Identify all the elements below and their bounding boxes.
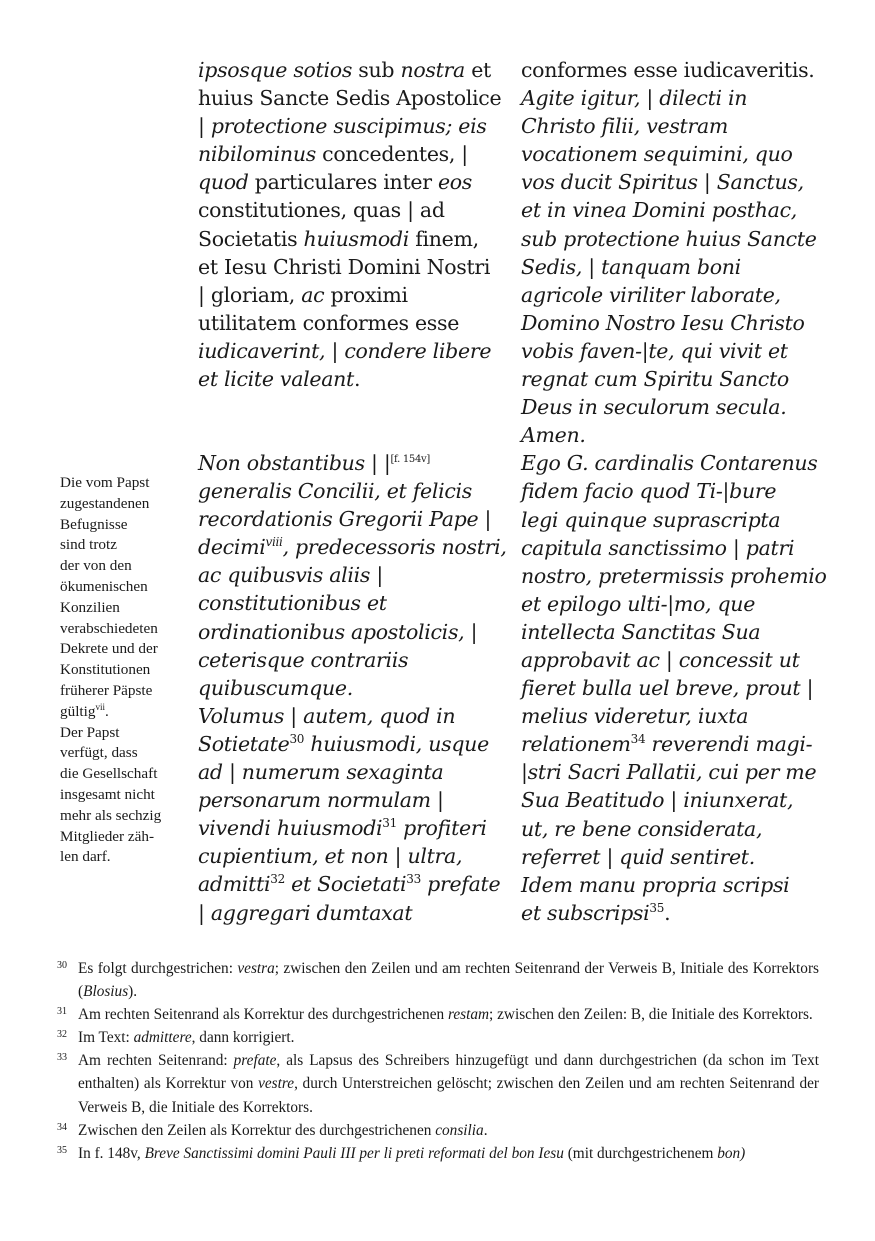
margin-note-line [60, 556, 161, 577]
text-segment: . [664, 900, 671, 925]
text-segment: ; zwischen den Zeilen und am rechten Seitenrand der Verweis B, Initiale des Korrektors ( [78, 960, 819, 1001]
text-segment: , durch Unterstreichen gelöscht; zwischen den Zeilen und am rechten Seitenrand der Verweis B, die Initiale des Korrektors. [78, 1075, 819, 1116]
text-segment: Konzilien [60, 598, 120, 616]
text-segment: ac quibusvis aliis [198, 563, 371, 588]
footnote-35 [57, 1142, 819, 1165]
text-segment: personarum normulam [198, 788, 431, 813]
text-line [198, 505, 507, 533]
text-segment: | [722, 479, 730, 504]
text-segment: | [464, 619, 478, 644]
text-segment: Es folgt durchgestrichen: [78, 960, 238, 977]
text-segment: gültig [60, 702, 96, 720]
text-line [198, 899, 507, 927]
text-line [521, 225, 827, 253]
text-segment: | [667, 591, 674, 616]
text-line [521, 871, 827, 899]
text-segment: ultra, [407, 844, 463, 869]
text-segment: sind trotz [60, 536, 117, 554]
margin-note-line [60, 743, 161, 764]
text-segment: bon) [717, 1144, 746, 1162]
text-segment: prefate [233, 1052, 277, 1070]
text-segment: Christo filii, vestram [521, 114, 729, 139]
text-segment: ordinationibus apostolicis, [198, 619, 465, 644]
text-line [521, 337, 827, 365]
text-segment: verfügt, dass [60, 744, 138, 762]
margin-note-line [60, 806, 161, 827]
text-line [198, 365, 501, 393]
footnote-number: 32 [57, 1029, 67, 1041]
text-segment: | [325, 338, 345, 363]
text-segment: | [659, 647, 679, 672]
margin-note-line [60, 619, 161, 640]
margin-note-line [60, 598, 161, 619]
text-segment: iniunxerat, [683, 788, 794, 813]
text-segment: legi quinque suprascripta [521, 507, 781, 532]
latin-text-left-block-2 [198, 449, 507, 927]
text-segment: len darf. [60, 848, 111, 866]
text-segment: | gloriam, [198, 282, 302, 307]
text-segment: Ego G. cardinalis Contarenus [521, 451, 818, 476]
footnote-number: 31 [57, 1006, 67, 1018]
text-segment: fidem facio quod Ti- [521, 479, 723, 504]
text-line [521, 702, 827, 730]
text-segment: | | [364, 451, 391, 475]
latin-text-left-block-1 [198, 56, 501, 393]
text-line [521, 899, 827, 927]
footnote-number: 30 [57, 960, 67, 971]
text-line [521, 674, 827, 702]
text-line [521, 758, 827, 786]
text-segment: (mit durchgestrichenem [563, 1144, 718, 1162]
text-line [521, 56, 827, 84]
text-line [198, 646, 507, 674]
text-segment: approbavit ac [521, 647, 660, 672]
text-segment: Im Text: [78, 1029, 134, 1047]
text-segment: Zwischen den Zeilen als Korrektur des durchgestrichenen [78, 1121, 436, 1139]
text-line [521, 534, 827, 562]
margin-note-line [60, 785, 161, 806]
text-segment: Blosius [83, 983, 129, 1001]
text-segment: | [388, 844, 408, 869]
text-line [198, 786, 507, 814]
text-line [198, 84, 501, 112]
text-segment: mehr als sechzig [60, 806, 162, 824]
footnote-33 [57, 1049, 819, 1118]
text-segment: | [521, 760, 528, 785]
text-segment: | [198, 900, 211, 925]
text-segment: constitutiones, quas | ad [198, 198, 445, 223]
text-segment: utilitatem conformes esse [198, 310, 460, 335]
text-segment: die Gesellschaft [60, 765, 158, 783]
text-line [198, 870, 507, 898]
text-segment: vestre [258, 1075, 295, 1093]
footnote-number: 35 [57, 1144, 67, 1156]
text-segment: verabschiedeten [60, 619, 158, 637]
text-line [198, 337, 501, 365]
latin-text-right-column [521, 56, 827, 927]
text-line [521, 506, 827, 534]
text-segment: recordationis Gregorii Pape [198, 507, 479, 532]
text-line [198, 253, 501, 281]
text-line [521, 477, 827, 505]
text-segment: relationem [521, 732, 631, 757]
text-segment: nibilominus [198, 142, 316, 167]
text-line [198, 618, 507, 646]
text-segment: Sotietate [198, 731, 290, 756]
text-segment: zugestandenen [60, 494, 150, 512]
margin-note-line [60, 764, 161, 785]
margin-note-line [60, 702, 161, 723]
margin-note-line [60, 827, 161, 848]
text-segment: | [664, 788, 684, 813]
margin-note-line [60, 681, 161, 702]
text-line [198, 730, 507, 758]
text-line [198, 702, 507, 730]
text-segment: et in vinea Domini posthac, [521, 198, 797, 223]
text-segment: te, qui vivit et [648, 338, 788, 363]
text-line [198, 281, 501, 309]
text-segment: Idem manu propria scripsi [521, 872, 790, 897]
margin-note-line [60, 577, 161, 598]
text-line [521, 590, 827, 618]
text-segment: Amen. [521, 423, 586, 448]
text-line [521, 646, 827, 674]
margin-note-line [60, 473, 161, 494]
text-segment: et subscripsi [521, 900, 650, 925]
text-segment: particulares inter [248, 170, 438, 195]
text-line [521, 281, 827, 309]
text-line [521, 449, 827, 477]
text-line [198, 589, 507, 617]
text-segment: numerum sexaginta [241, 760, 444, 785]
text-segment: et licite valeant [198, 367, 354, 392]
text-segment: Non obstantibus [198, 451, 365, 475]
text-segment: melius videretur, iuxta [521, 704, 749, 729]
text-segment: nostro, pretermissis prohemio [521, 563, 827, 588]
text-line [198, 561, 507, 589]
note-reference: 35 [649, 900, 665, 915]
text-line [198, 842, 507, 870]
text-segment: Agite igitur, [521, 86, 641, 111]
text-segment: cupientium, et non [198, 844, 389, 869]
text-segment: autem, quod in [303, 703, 456, 728]
text-line [521, 168, 827, 196]
text-segment: admittere [133, 1029, 192, 1047]
text-segment: concessit ut [678, 647, 800, 672]
text-line [521, 562, 827, 590]
text-line [198, 674, 507, 702]
folio-marker: [f. 154v] [390, 454, 430, 465]
text-segment: . [104, 702, 109, 720]
text-segment: | [640, 86, 660, 111]
text-segment: | [222, 760, 242, 785]
text-segment: | [430, 788, 444, 813]
text-line [198, 477, 507, 505]
text-segment: regnat cum Spiritu Sancto [521, 367, 789, 392]
text-line [521, 786, 827, 814]
text-segment: , predecessoris nostri, [282, 535, 507, 560]
text-segment: agricole viriliter laborate, [521, 282, 781, 307]
text-segment: ). [128, 983, 138, 1001]
text-line [521, 365, 827, 393]
note-reference: 33 [406, 872, 421, 887]
text-segment: patri [745, 535, 795, 560]
margin-note-line [60, 639, 161, 660]
text-line [198, 309, 501, 337]
text-segment: , dann korrigiert. [191, 1029, 295, 1047]
text-segment: Sua Beatitudo [521, 788, 665, 813]
text-segment: ökumenischen [60, 577, 148, 595]
text-segment: . [483, 1121, 488, 1139]
text-segment: concedentes, | [315, 142, 468, 167]
text-line [198, 112, 501, 140]
text-segment: generalis Concilii, et felicis [198, 479, 473, 504]
text-segment: vestra [237, 960, 275, 977]
text-segment: decimi [198, 535, 266, 560]
text-segment: dilecti in [659, 86, 748, 111]
text-segment: mo, que [673, 591, 756, 616]
margin-note-line [60, 660, 161, 681]
text-segment: | [600, 844, 620, 869]
text-segment: profiteri [396, 816, 487, 841]
text-segment: vos ducit Spiritus [521, 170, 698, 195]
margin-note-line [60, 723, 161, 744]
text-segment: Am rechten Seitenrand: [78, 1052, 234, 1070]
text-line [198, 56, 501, 84]
text-segment: ceterisque contrariis [198, 647, 409, 672]
text-segment: vocationem sequimini, quo [521, 142, 793, 167]
text-segment: quod [198, 170, 249, 195]
text-segment: Societatis [198, 226, 304, 251]
footnotes-section [57, 957, 819, 1165]
text-line [521, 730, 827, 758]
text-segment: Die vom Papst [60, 474, 150, 491]
text-segment: ad [198, 760, 223, 785]
text-segment: Konstitutionen [60, 661, 151, 679]
text-segment: stri Sacri Pallatii, cui per me [527, 760, 817, 785]
text-line [521, 84, 827, 112]
text-segment: Sedis, [521, 254, 583, 279]
text-segment: condere libere [344, 338, 492, 363]
text-segment: Dekrete und der [60, 640, 158, 658]
text-segment: fieret bulla uel breve, prout [521, 676, 801, 701]
text-segment: huiusmodi, usque [304, 731, 489, 756]
text-segment: eos [437, 170, 473, 195]
margin-note-summary [60, 473, 161, 868]
text-segment: . [353, 367, 361, 392]
text-line [198, 196, 501, 224]
text-segment: et [464, 58, 491, 82]
text-segment: | [582, 254, 602, 279]
text-segment: constitutionibus et [198, 591, 387, 616]
text-segment: | [697, 170, 717, 195]
text-segment: nostra [400, 58, 465, 82]
note-reference: 30 [289, 731, 305, 746]
text-line [198, 449, 507, 477]
text-segment: sub [352, 58, 401, 82]
text-segment: huius Sancte Sedis Apostolice [198, 86, 502, 111]
text-line [198, 168, 501, 196]
text-line [521, 843, 827, 871]
text-segment: vivendi huiusmodi [198, 816, 383, 841]
text-segment: reverendi magi- [645, 732, 813, 757]
text-segment: Sanctus, [716, 170, 804, 195]
text-segment: et Iesu Christi Domini Nostri [198, 254, 491, 279]
footnote-34 [57, 1119, 819, 1142]
footnote-number: 34 [57, 1121, 67, 1133]
note-reference: 34 [630, 732, 646, 747]
text-segment: restam [447, 1006, 490, 1024]
note-reference: 31 [382, 816, 397, 831]
text-segment: sub protectione huius Sancte [521, 226, 817, 251]
text-segment: Der Papst [60, 723, 120, 741]
text-segment: | [198, 114, 211, 139]
text-segment: protectione suscipimus; eis [210, 114, 487, 139]
text-segment: quid sentiret. [619, 844, 755, 869]
text-line [521, 393, 827, 421]
text-segment: prefate [420, 872, 501, 897]
text-line [198, 758, 507, 786]
text-segment: proximi [324, 282, 408, 307]
text-segment: Mitglieder zäh- [60, 827, 155, 845]
text-line [521, 815, 827, 843]
text-line [198, 225, 501, 253]
text-segment: conformes esse iudicaveritis. [521, 58, 815, 82]
text-segment: Volumus [198, 703, 285, 728]
text-line [198, 814, 507, 842]
text-segment: Breve Sanctissimi domini Pauli III per li preti reformati del bon Iesu [144, 1144, 564, 1162]
text-segment: ; zwischen den Zeilen: B, die Initiale des Korrektors. [489, 1006, 813, 1024]
text-segment: consilia [435, 1121, 484, 1139]
text-line [521, 112, 827, 140]
text-line [198, 140, 501, 168]
text-segment: tanquam boni [601, 254, 741, 279]
text-segment: insgesamt nicht [60, 785, 155, 803]
text-segment: admitti [198, 872, 271, 897]
text-segment: | [478, 507, 492, 532]
text-segment: iudicaverint, [198, 338, 326, 363]
text-segment: Befugnisse [60, 515, 128, 533]
margin-note-line [60, 535, 161, 556]
text-line [198, 533, 507, 561]
text-segment: quibuscumque. [198, 675, 353, 700]
text-segment: vobis faven- [521, 338, 642, 363]
text-segment: ipsosque sotios [198, 58, 353, 82]
text-segment: intellecta Sanctitas Sua [521, 619, 761, 644]
text-segment: | [284, 703, 304, 728]
text-segment: | [726, 535, 746, 560]
text-segment: | [641, 338, 649, 363]
note-reference: viii [265, 535, 283, 550]
text-line [521, 421, 827, 449]
text-segment: , als Lapsus des Schreibers hinzugefügt und dann durchgestrichen (da schon im Text enthalten) als Korrektur von [78, 1052, 819, 1093]
text-segment: In f. 148v, [78, 1144, 145, 1162]
text-segment: bure [729, 479, 777, 504]
text-segment: der von den [60, 557, 132, 575]
text-segment: et Societati [284, 872, 407, 897]
text-segment: | [800, 676, 814, 701]
text-segment: Am rechten Seitenrand als Korrektur des durchgestrichenen [78, 1006, 448, 1024]
text-segment: früherer Päpste [60, 681, 153, 699]
note-reference: vii [95, 701, 105, 712]
text-segment: et epilogo ulti- [521, 591, 668, 616]
text-segment: ac [301, 282, 325, 307]
text-segment: ut, re bene considerata, [521, 816, 763, 841]
text-line [521, 196, 827, 224]
text-line [521, 618, 827, 646]
note-reference: 32 [270, 872, 285, 887]
text-segment: Deus in seculorum secula. [521, 395, 787, 420]
text-line [521, 140, 827, 168]
text-segment: aggregari dumtaxat [210, 900, 413, 925]
footnote-31 [57, 1003, 819, 1026]
text-segment: huiusmodi [303, 226, 409, 251]
footnote-30 [57, 957, 819, 1003]
text-line [521, 253, 827, 281]
text-segment: referret [521, 844, 601, 869]
text-segment: finem, [409, 226, 479, 251]
margin-note-line [60, 515, 161, 536]
footnote-32 [57, 1026, 819, 1049]
text-segment: capitula sanctissimo [521, 535, 727, 560]
margin-note-line [60, 847, 161, 868]
footnote-number: 33 [57, 1052, 67, 1064]
text-segment: Domino Nostro Iesu Christo [521, 310, 805, 335]
text-segment: | [370, 563, 383, 588]
margin-note-line [60, 494, 161, 515]
text-line [521, 309, 827, 337]
